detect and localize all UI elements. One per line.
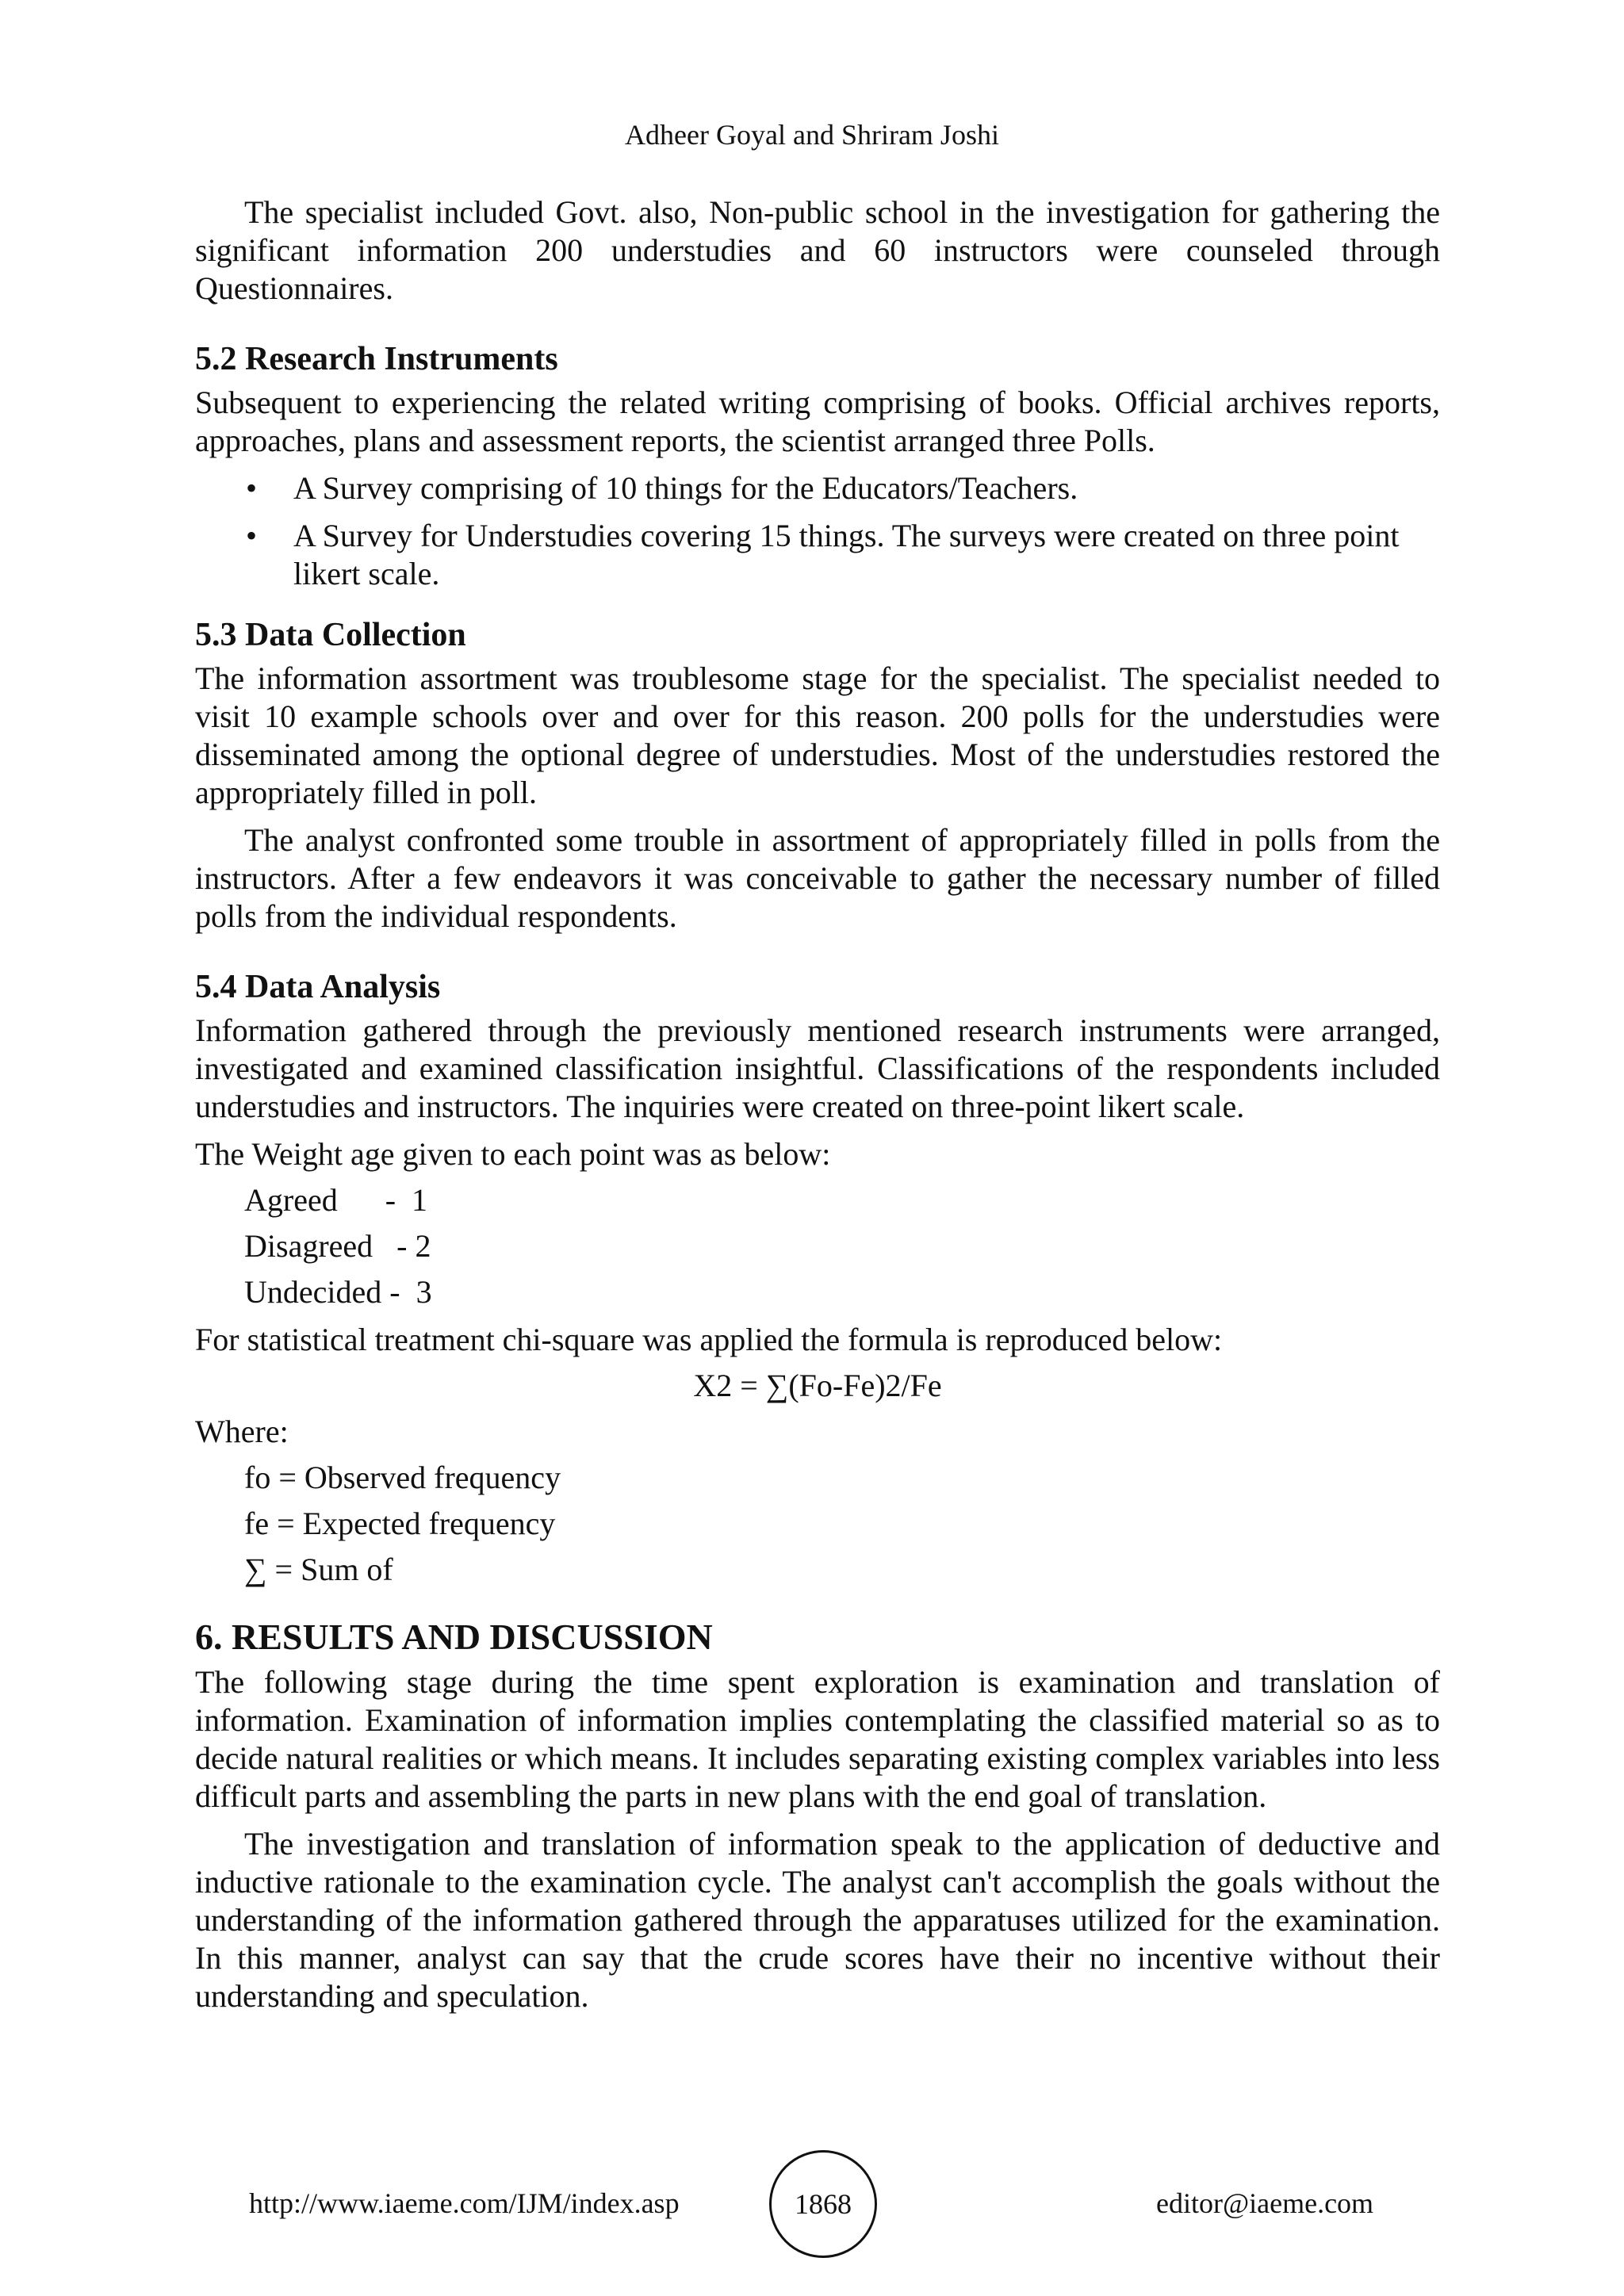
list-item-text: A Survey for Understudies covering 15 things. The surveys were created on three point likert scale. <box>293 518 1400 591</box>
section-5-3-paragraph-2: The analyst confronted some trouble in assortment of appropriately filled in polls from the instructors. After a few endeavors it was conceivable to gather the necessary number of filled polls from the individual respondents. <box>195 822 1440 934</box>
section-6-paragraph-2: The investigation and translation of information speak to the application of deductive and inductive rationale to the examination cycle. The analyst can't accomplish the goals without the understanding of the information gathered through the apparatuses utilized for the examination. In this manner, analyst can say that the crude scores have their no incentive without their understanding and speculation. <box>195 1826 1440 2014</box>
chi-square-formula: X2 = ∑(Fo-Fe)2/Fe <box>693 1368 942 1403</box>
page-number-badge <box>769 2150 877 2258</box>
list-item-text: A Survey comprising of 10 things for the Educators/Teachers. <box>293 470 1078 506</box>
section-5-4-paragraph-1: Information gathered through the previously mentioned research instruments were arranged, investigated and examined classification insightful. Classifications of the respondents included understudies and instructors. The inquiries were created on three-point likert scale. <box>195 1012 1440 1124</box>
section-5-3-paragraph-1: The information assortment was troublesome stage for the specialist. The specialist needed to visit 10 example schools over and over for this reason. 200 polls for the understudies were disseminated among the optional degree of understudies. Most of the understudies restored the appropriately filled in poll. <box>195 660 1440 810</box>
scale-agreed: Agreed - 1 <box>244 1182 428 1218</box>
definition-fe: fe = Expected frequency <box>244 1506 556 1541</box>
article-body <box>195 193 1440 2015</box>
list-item <box>195 517 1440 593</box>
section-5-2-paragraph: Subsequent to experiencing the related writing comprising of books. Official archives reports, approaches, plans and assessment reports, the scientist arranged three Polls. <box>195 385 1440 458</box>
intro-paragraph: The specialist included Govt. also, Non-public school in the investigation for gathering the significant information 200 understudies and 60 instructors were counseled through Questionnaires. <box>195 194 1440 306</box>
bullet-icon: • <box>246 518 258 553</box>
weightage-intro: The Weight age given to each point was as below: <box>195 1136 831 1172</box>
section-6-heading: 6. RESULTS AND DISCUSSION <box>195 1617 713 1657</box>
section-5-2-heading: 5.2 Research Instruments <box>195 341 558 377</box>
definition-sum: ∑ = Sum of <box>244 1552 393 1587</box>
definition-fo: fo = Observed frequency <box>244 1460 561 1495</box>
page-footer <box>0 2150 1624 2261</box>
section-5-4-heading: 5.4 Data Analysis <box>195 969 441 1005</box>
where-label: Where: <box>195 1414 289 1449</box>
footer-url-link[interactable]: http://www.iaeme.com/IJM/index.asp <box>249 2187 680 2219</box>
page-number: 1868 <box>795 2188 852 2220</box>
section-5-3-heading: 5.3 Data Collection <box>195 617 466 653</box>
running-header: Adheer Goyal and Shriram Joshi <box>625 119 999 151</box>
instrument-list <box>195 469 1440 593</box>
footer-email-link[interactable]: editor@iaeme.com <box>1156 2187 1374 2219</box>
section-6-paragraph-1: The following stage during the time spent exploration is examination and translation of information. Examination of information implies contemplating the classified material so as to decide natural realities or which means. It includes separating existing complex variables into less difficult parts and assembling the parts in new plans with the end goal of translation. <box>195 1664 1440 1814</box>
bullet-icon: • <box>246 470 258 506</box>
list-item <box>195 469 1440 507</box>
scale-undecided: Undecided - 3 <box>244 1274 432 1310</box>
scale-disagreed: Disagreed - 2 <box>244 1228 431 1264</box>
chi-square-intro: For statistical treatment chi-square was applied the formula is reproduced below: <box>195 1322 1223 1357</box>
